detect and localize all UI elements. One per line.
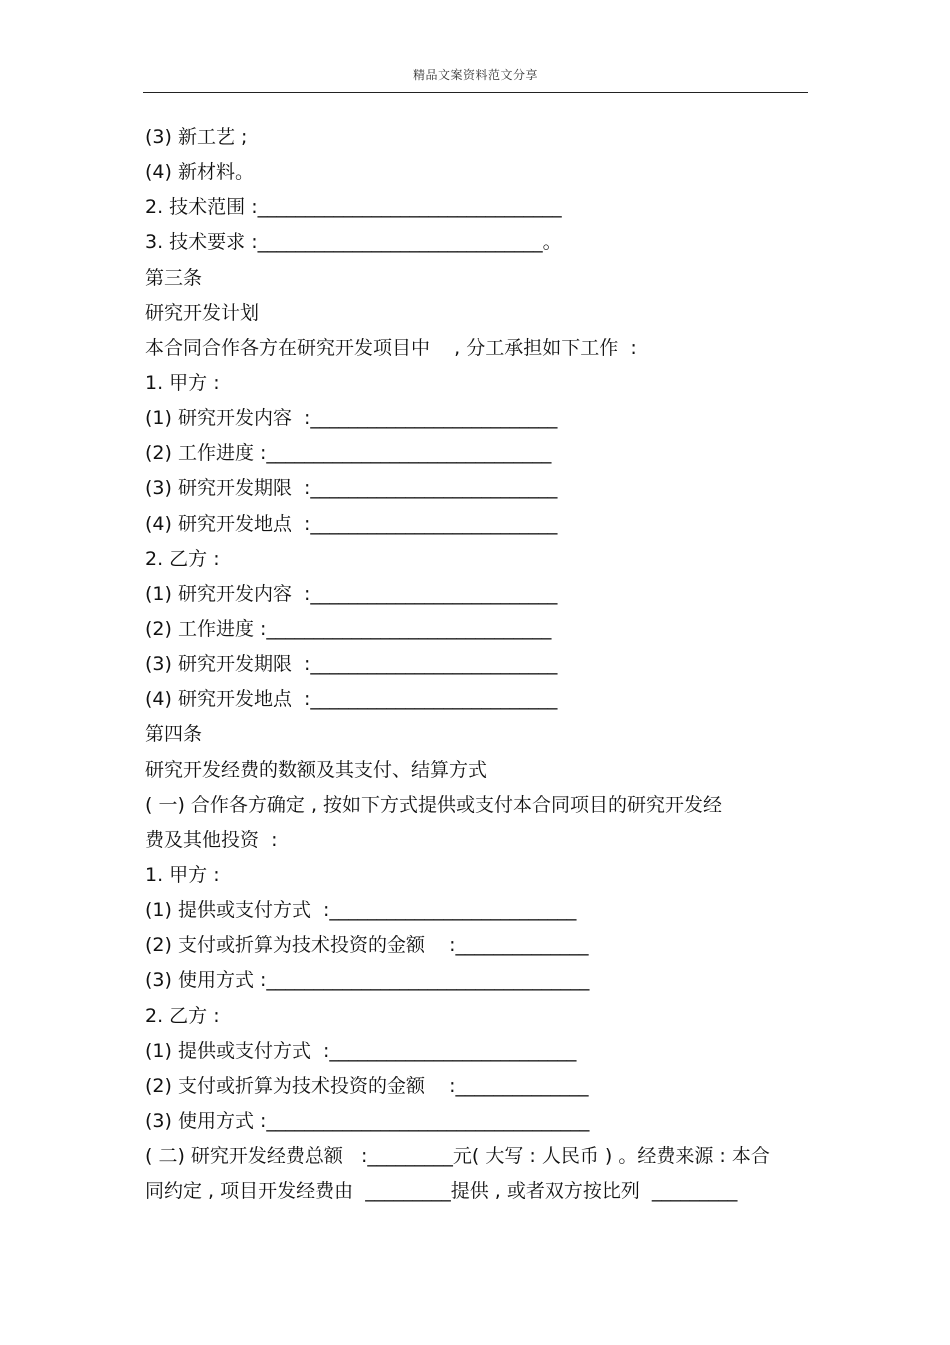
text-line: 3. 技术要求 :______________________________。	[145, 231, 562, 254]
text-line: 1. 甲方 :	[145, 863, 220, 886]
text-line: 同约定 , 项目开发经费由 _________提供 , 或者双方按比列 _________	[145, 1180, 738, 1203]
text-line: (4) 研究开发地点 :__________________________	[145, 688, 558, 711]
text-line: (2) 工作进度 :______________________________	[145, 617, 552, 640]
article-title: 研究开发计划	[145, 301, 260, 324]
text-line: (3) 新工艺 ;	[145, 126, 248, 148]
text-line: 本合同合作各方在研究开发项目中 , 分工承担如下工作 :	[145, 336, 637, 359]
text-line: (3) 使用方式 :__________________________________	[145, 1109, 590, 1132]
text-line: (4) 新材料。	[145, 161, 254, 184]
text-line: ( 一) 合作各方确定 , 按如下方式提供或支付本合同项目的研究开发经	[145, 793, 723, 816]
text-line: (3) 研究开发期限 :__________________________	[145, 653, 558, 676]
text-line: (1) 提供或支付方式 :__________________________	[145, 1039, 577, 1062]
text-line: (2) 支付或折算为技术投资的金额 :______________	[145, 934, 589, 957]
article-heading: 第四条	[145, 723, 203, 746]
header-rule	[143, 92, 808, 93]
document-body	[145, 120, 810, 1209]
text-line: (3) 使用方式 :__________________________________	[145, 969, 590, 992]
text-line: 2. 技术范围 :________________________________	[145, 196, 562, 219]
text-line: 1. 甲方 :	[145, 371, 220, 394]
text-line: (3) 研究开发期限 :__________________________	[145, 477, 558, 500]
text-line: 2. 乙方 :	[145, 1004, 220, 1027]
text-line: (1) 研究开发内容 :__________________________	[145, 407, 558, 430]
text-line: 费及其他投资 :	[145, 828, 278, 851]
text-line: 2. 乙方 :	[145, 547, 220, 570]
text-line: (2) 支付或折算为技术投资的金额 :______________	[145, 1074, 589, 1097]
article-heading: 第三条	[145, 266, 203, 289]
text-line: (4) 研究开发地点 :__________________________	[145, 512, 558, 535]
text-line: (2) 工作进度 :______________________________	[145, 442, 552, 465]
page-header: 精品文案资料范文分享	[412, 68, 538, 82]
text-line: ( 二) 研究开发经费总额 :_________元( 大写 : 人民币 ) 。经费来源 : 本合	[145, 1145, 770, 1168]
article-title: 研究开发经费的数额及其支付、结算方式	[145, 758, 488, 781]
text-line: (1) 研究开发内容 :__________________________	[145, 582, 558, 605]
text-line: (1) 提供或支付方式 :__________________________	[145, 899, 577, 922]
